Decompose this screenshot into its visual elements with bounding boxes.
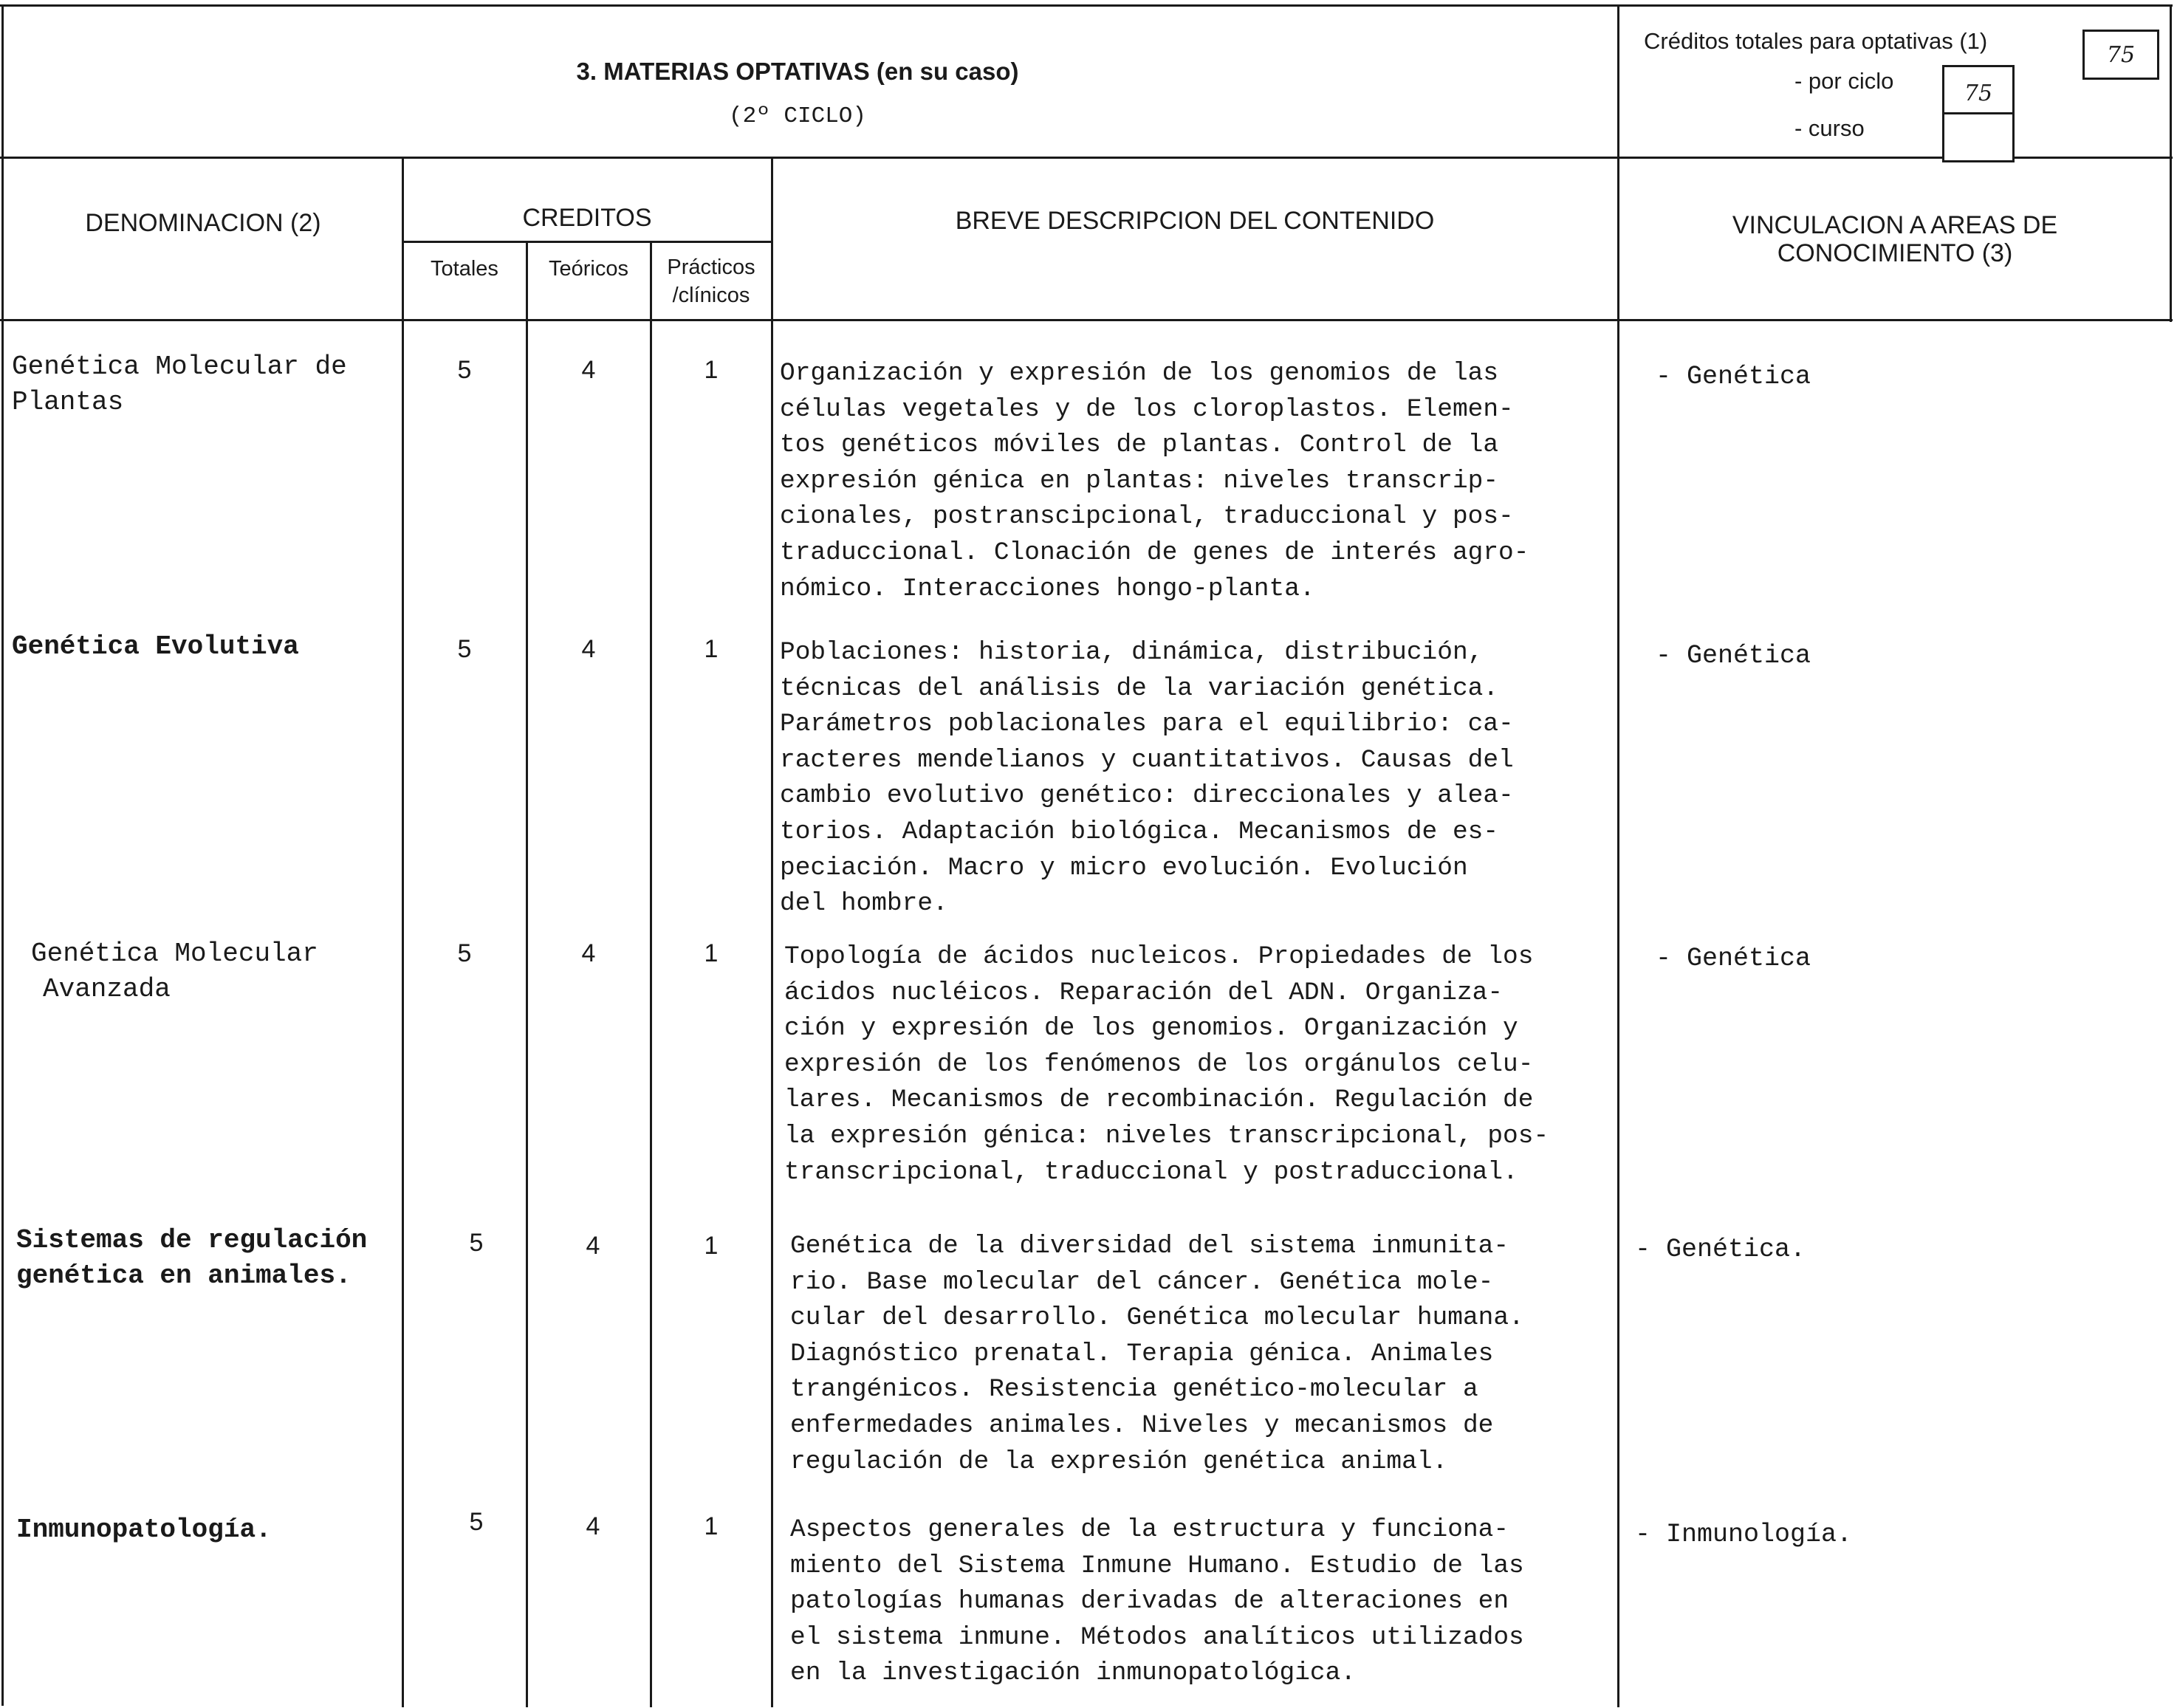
subject-name: Genética Molecular de Plantas [12,351,347,417]
col-header-creditos: CREDITOS [522,204,652,232]
col-divider-totales [526,241,528,1707]
credits-total-value: 75 [2106,42,2136,68]
table-right-border [2170,4,2172,322]
por-ciclo-value: 75 [1964,80,1993,106]
por-ciclo-label: - por ciclo [1794,68,1894,94]
knowledge-area: - Genética [1656,944,1811,973]
col-header-descripcion: BREVE DESCRIPCION DEL CONTENIDO [955,207,1435,235]
credits-totales: 5 [457,356,472,384]
subject-name: Sistemas de regulación genética en animales. [16,1225,368,1291]
credits-totales: 5 [457,939,472,967]
credits-teoricos: 4 [581,356,596,384]
col-divider-teoricos [650,241,652,1707]
creditos-subheader-divider [402,241,772,243]
col-header-practicos: Prácticos [667,255,755,279]
subject-name: Genética Molecular Avanzada [31,939,318,1004]
knowledge-area: - Genética [1656,362,1811,391]
subject-description: Organización y expresión de los genomios de las células vegetales y de los cloroplastos. Elemen- tos genéticos móviles de plantas. Control de la expresión génica en plantas: niveles transcrip- cionales, postranscipcional, traduccional y pos- traduccional. Clonación de genes de interés agro- nómico. Interacciones hongo-planta. [780,359,1529,603]
credits-practicos: 1 [704,1232,719,1260]
col-divider-practicos [771,157,773,1707]
subject-name: Inmunopatología. [16,1515,272,1545]
subject-description: Aspectos generales de la estructura y funciona- miento del Sistema Inmune Humano. Estudio de las patologías humanas derivadas de alteraciones en el sistema inmune. Métodos analíticos utilizados en la investigación inmunopatológica. [790,1515,1524,1688]
table-left-border [1,4,4,1706]
section-title: 3. MATERIAS OPTATIVAS (en su caso) [576,58,1019,85]
col-header-denominacion: DENOMINACION (2) [85,209,321,237]
table-top-border [0,4,2173,7]
credits-teoricos: 4 [581,635,596,663]
credits-totales: 5 [457,635,472,663]
credits-practicos: 1 [704,356,719,384]
col-header-teoricos: Teóricos [549,257,628,281]
credits-teoricos: 4 [581,939,596,967]
credits-total-box [2082,30,2159,80]
credits-practicos: 1 [704,635,719,663]
col-header-vinculacion: VINCULACION A AREAS DE [1732,211,2058,239]
knowledge-area: - Genética [1656,641,1811,670]
subject-description: Genética de la diversidad del sistema inmunita- rio. Base molecular del cáncer. Genética mole- cular del desarrollo. Genética molecular humana. Diagnóstico prenatal. Terapia génica. Animales trangénicos. Resistencia genético-molecular a enfermedades animales. Niveles y mecanismos de regulación de la expresión genética animal. [790,1232,1524,1476]
credits-practicos: 1 [704,939,719,967]
por-ciclo-box [1942,65,2015,115]
subject-description: Topología de ácidos nucleicos. Propiedades de los ácidos nucléicos. Reparación del ADN. Organiza- ción y expresión de los genomios. Organización y expresión de los fenómenos de los orgánulos celu- lares. Mecanismos de recombinación. Regulación de la expresión génica: niveles transcripcional, pos- transcripcional, traduccional y postraduccional. [784,942,1549,1187]
curso-label: - curso [1794,115,1865,141]
credits-teoricos: 4 [586,1232,600,1260]
credits-totales: 5 [469,1508,484,1536]
col-header-totales: Totales [431,257,498,281]
col-divider-denominacion [402,157,404,1707]
subject-description: Poblaciones: historia, dinámica, distribución, técnicas del análisis de la variación genética. Parámetros poblacionales para el equilibrio: ca- racteres mendelianos y cuantitativos. Causas del cambio evolutivo genético: direccionales y alea- torios. Adaptación biológica. Mecanismos de es- peciación. Macro y micro evolución. Evolución del hombre. [780,638,1514,919]
knowledge-area: - Genética. [1635,1235,1806,1264]
knowledge-area: - Inmunología. [1635,1520,1853,1549]
section-subtitle: (2º CICLO) [728,103,867,129]
credits-teoricos: 4 [586,1512,600,1540]
col-header-conocimiento: CONOCIMIENTO (3) [1777,239,2013,267]
col-header-clinicos: /clínicos [672,284,750,307]
curso-box [1942,112,2015,162]
credits-practicos: 1 [704,1512,719,1540]
credits-total-label: Créditos totales para optativas (1) [1644,28,1988,54]
subject-name: Genética Evolutiva [12,631,299,662]
header-divider [0,157,2173,159]
column-header-divider [0,319,2173,321]
credits-totales: 5 [469,1229,484,1257]
